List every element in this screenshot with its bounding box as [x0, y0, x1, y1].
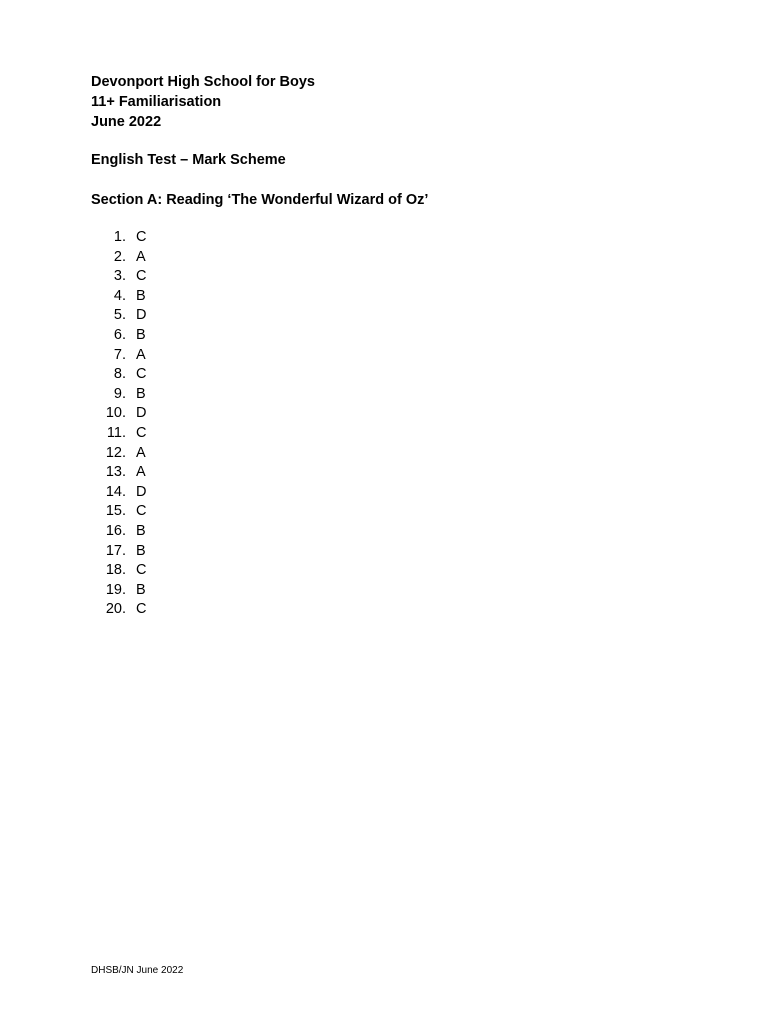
answer-number: 18.: [105, 562, 126, 579]
answer-number: 7.: [113, 346, 126, 363]
answer-item: [100, 424, 146, 444]
answer-item: [100, 581, 146, 601]
answer-item: [100, 502, 146, 522]
answer-number: 13.: [105, 464, 126, 481]
answer-value: C: [136, 229, 147, 245]
answer-list: [100, 228, 146, 620]
answer-item: [100, 228, 146, 248]
answer-item: [100, 248, 146, 268]
answer-item: [100, 444, 146, 464]
answer-number: 5.: [113, 307, 126, 324]
answer-item: [100, 542, 146, 562]
answer-value: C: [136, 366, 147, 383]
answer-number: 2.: [113, 248, 126, 265]
answer-number: 4.: [113, 287, 126, 304]
document-header: [91, 72, 315, 132]
answer-number: 9.: [113, 385, 126, 402]
answer-number: 12.: [105, 444, 126, 461]
answer-value: B: [136, 326, 146, 343]
answer-value: B: [136, 287, 146, 304]
answer-item: [100, 306, 146, 326]
answer-item: [100, 522, 146, 542]
answer-value: B: [136, 522, 146, 539]
section-title: Section A: Reading ‘The Wonderful Wizard of Oz’: [91, 192, 429, 208]
answer-item: [100, 287, 146, 307]
answer-value: B: [136, 385, 146, 402]
answer-item: [100, 346, 146, 366]
answer-item: [100, 267, 146, 287]
answer-value: A: [136, 248, 146, 265]
answer-item: [100, 561, 146, 581]
answer-value: C: [136, 424, 147, 441]
answer-value: D: [136, 405, 147, 422]
answer-item: [100, 385, 146, 405]
answer-value: A: [136, 444, 146, 461]
answer-value: C: [136, 503, 147, 520]
answer-number: 3.: [113, 268, 126, 285]
answer-value: B: [136, 542, 146, 559]
page-footer: DHSB/JN June 2022: [91, 965, 184, 976]
answer-item: [100, 365, 146, 385]
document-subtitle: 11+ Familiarisation: [91, 94, 222, 110]
answer-number: 15.: [105, 503, 126, 520]
answer-number: 17.: [105, 542, 126, 559]
answer-value: C: [136, 562, 147, 579]
answer-value: C: [136, 268, 147, 285]
answer-value: A: [136, 346, 146, 363]
answer-number: 20.: [105, 601, 126, 618]
answer-number: 10.: [105, 405, 126, 422]
answer-item: [100, 600, 146, 620]
answer-number: 14.: [105, 483, 126, 500]
answer-value: A: [136, 464, 146, 481]
school-name: Devonport High School for Boys: [91, 74, 315, 90]
answer-number: 8.: [113, 366, 126, 383]
answer-item: [100, 483, 146, 503]
document-date: June 2022: [91, 114, 162, 130]
answer-value: B: [136, 581, 146, 598]
answer-number: 1.: [113, 229, 126, 245]
answer-value: D: [136, 307, 147, 324]
answer-item: [100, 326, 146, 346]
answer-number: 11.: [106, 424, 126, 441]
answer-item: [100, 463, 146, 483]
test-title: English Test – Mark Scheme: [91, 152, 286, 168]
answer-number: 19.: [105, 581, 126, 598]
answer-value: C: [136, 601, 147, 618]
answer-item: [100, 404, 146, 424]
answer-number: 16.: [105, 522, 126, 539]
answer-number: 6.: [113, 326, 126, 343]
answer-value: D: [136, 483, 147, 500]
